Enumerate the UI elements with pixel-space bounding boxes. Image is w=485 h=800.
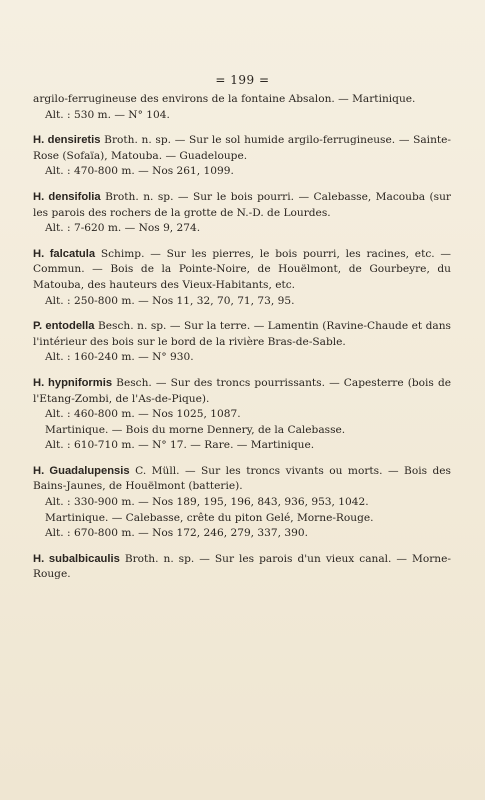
- entry-hypniformis: [33, 376, 451, 454]
- entry-falcatula: [33, 247, 451, 309]
- altitude-line: Alt. : 330-900 m. — Nos 189, 195, 196, 843, 936, 953, 1042.: [45, 496, 369, 509]
- altitude-line: Alt. : 7-620 m. — Nos 9, 274.: [45, 222, 201, 235]
- altitude-line: Alt. : 160-240 m. — N° 930.: [45, 351, 194, 364]
- species-name: H. hypniformis: [33, 376, 113, 389]
- species-description: Broth. n. sp. — Sur le bois pourri. — Calebasse, Macouba (sur les parois des rochers de la grotte de N.-D. de Lourdes.: [33, 190, 451, 219]
- species-description: Schimp. — Sur les pierres, le bois pourri, les racines, etc. — Commun. — Bois de la Pointe-Noire, de Houëlmont, de Gourbeyre, du Matouba, des hauteurs des Vieux-Habitants, etc.: [33, 247, 451, 291]
- entry-densiretis: [33, 133, 451, 180]
- species-description: C. Müll. — Sur les troncs vivants ou morts. — Bois des Bains-Jaunes, de Houëlmont (batterie).: [33, 464, 451, 493]
- species-name: H. densifolia: [33, 190, 101, 203]
- species-description: Besch. — Sur des troncs pourrissants. — Capesterre (bois de l'Etang-Zombi, de l'As-de-Pique).: [33, 376, 451, 405]
- species-description: Broth. n. sp. — Sur le sol humide argilo-ferrugineuse. — Sainte-Rose (Sofaïa), Matouba. — Guadeloupe.: [33, 134, 451, 162]
- species-name: H. subalbicaulis: [33, 552, 120, 565]
- page-number: = 199 =: [215, 73, 270, 87]
- entry-subalbicaulis: [33, 552, 451, 583]
- entry-densifolia: [33, 190, 451, 237]
- species-description: Besch. n. sp. — Sur la terre. — Lamentin (Ravine-Chaude et dans l'intérieur des bois sur le bord de la rivière Bras-de-Sable.: [33, 320, 451, 348]
- page-body: [33, 92, 451, 583]
- species-name: H. Guadalupensis: [33, 464, 130, 477]
- locality-line: Martinique. — Bois du morne Dennery, de la Calebasse.: [45, 423, 346, 436]
- altitude-line: Alt. : 470-800 m. — Nos 261, 1099.: [45, 165, 234, 178]
- species-description: Broth. n. sp. — Sur les parois d'un vieux canal. — Morne-Rouge.: [33, 552, 451, 581]
- species-name: H. densiretis: [33, 134, 101, 147]
- entry-entodella: [33, 319, 451, 366]
- locality-line: Martinique. — Calebasse, crête du piton Gelé, Morne-Rouge.: [45, 511, 374, 524]
- altitude-line: Alt. : 250-800 m. — Nos 11, 32, 70, 71, 73, 95.: [45, 294, 295, 307]
- species-name: H. falcatula: [33, 247, 96, 260]
- species-name: P. entodella: [33, 320, 95, 333]
- intro-altitude: Alt. : 530 m. — N° 104.: [45, 108, 170, 121]
- entry-guadalupensis: [33, 464, 451, 542]
- altitude-line: Alt. : 670-800 m. — Nos 172, 246, 279, 337, 390.: [45, 527, 308, 540]
- altitude-line: Alt. : 610-710 m. — N° 17. — Rare. — Martinique.: [45, 439, 315, 452]
- intro-text: argilo-ferrugineuse des environs de la fontaine Absalon. — Martinique.: [33, 93, 416, 105]
- altitude-line: Alt. : 460-800 m. — Nos 1025, 1087.: [45, 408, 241, 421]
